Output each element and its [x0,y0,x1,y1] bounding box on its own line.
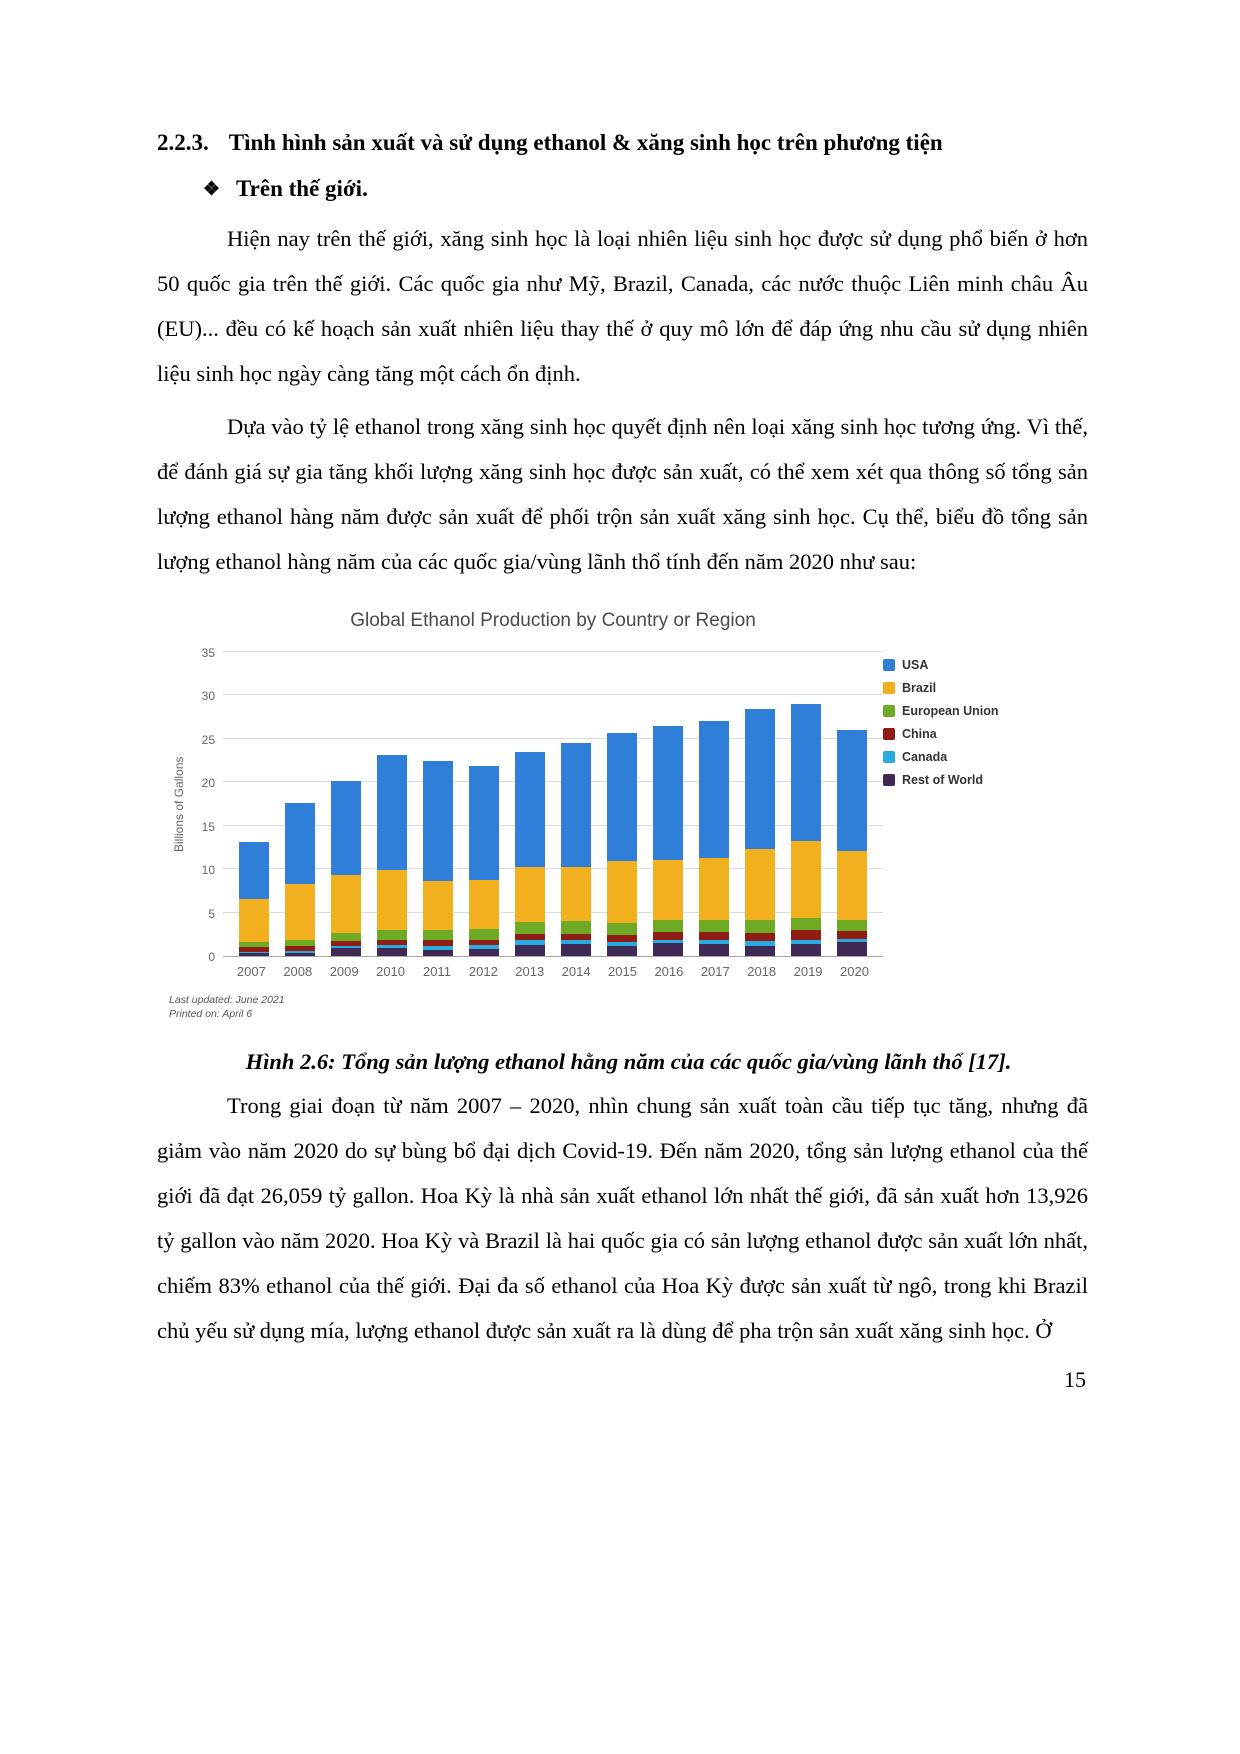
gridline [223,781,883,782]
bar-segment-european-union [837,920,867,931]
bar-segment-usa [239,842,269,898]
bar-2010 [377,652,407,956]
bar-segment-usa [607,733,637,862]
section-number: 2.2.3. [157,130,209,155]
legend-item-usa [883,658,1051,672]
bar-2008 [285,652,315,956]
bar-segment-rest-of-world [561,944,591,956]
bar-segment-brazil [331,875,361,932]
gridline [223,651,883,652]
bar-segment-brazil [561,867,591,921]
bar-segment-rest-of-world [331,948,361,956]
bar-segment-china [653,932,683,940]
bar-2020 [837,652,867,956]
bar-2017 [699,652,729,956]
gridline [223,738,883,739]
bar-segment-usa [561,743,591,867]
bar-segment-european-union [469,929,499,939]
bar-segment-rest-of-world [745,946,775,956]
chart-legend [883,600,1051,1021]
bar-2018 [745,652,775,956]
bar-segment-european-union [561,921,591,934]
bar-2016 [653,652,683,956]
bar-2015 [607,652,637,956]
ethanol-production-chart [169,600,1088,1021]
bar-segment-usa [331,781,361,876]
legend-swatch-icon [883,705,895,717]
x-tick-label: 2018 [747,964,777,979]
chart-plot-row [169,646,883,964]
x-tick-label: 2011 [422,964,451,979]
chart-plot-area [223,652,883,957]
y-tick-label: 10 [201,863,215,878]
paragraph-ethanol-ratio: Dựa vào tỷ lệ ethanol trong xăng sinh học quyết định nên loại xăng sinh học tương ứng. Vì thế, để đánh giá sự gia tăng khối lượng xăng sinh học được sản xuất, có thể xem xét qua thông số tổng sản lượng ethanol hàng năm được sản xuất để phối trộn sản xuất xăng sinh học. Cụ thể, biểu đồ tổng sản lượng ethanol hàng năm của các quốc gia/vùng lãnh thổ tính đến năm 2020 như sau: [157,414,1088,574]
legend-item-canada [883,750,1051,764]
chart-footnote [169,993,883,1021]
subsection-title: Trên thế giới. [236,176,368,201]
bar-2019 [791,652,821,956]
bar-segment-european-union [423,930,453,940]
bar-segment-brazil [745,849,775,919]
bar-2007 [239,652,269,956]
y-axis-title: Billions of Gallons [172,756,186,853]
legend-swatch-icon [883,682,895,694]
bar-segment-european-union [377,930,407,940]
gridline [223,912,883,913]
bar-segment-usa [285,803,315,884]
section-heading [157,126,1088,160]
bar-2012 [469,652,499,956]
y-tick-label: 0 [208,950,215,964]
y-tick-label: 20 [201,776,215,791]
x-tick-label: 2007 [236,964,266,979]
chart-footnote-updated: Last updated: June 2021 [169,994,285,1006]
x-tick-label: 2010 [376,964,406,979]
bar-segment-brazil [791,841,821,917]
legend-item-brazil [883,681,1051,695]
bar-segment-china [607,935,637,942]
bar-segment-brazil [699,858,729,920]
section-title: Tình hình sản xuất và sử dụng ethanol & xăng sinh học trên phương tiện [228,130,943,155]
bar-segment-rest-of-world [607,946,637,956]
legend-label: Canada [902,750,948,764]
bar-segment-european-union [607,923,637,935]
bar-segment-usa [745,709,775,849]
legend-item-rest-of-world [883,773,1051,787]
bar-2009 [331,652,361,956]
bar-segment-usa [423,761,453,882]
y-tick-label: 30 [201,689,215,704]
bar-segment-rest-of-world [791,944,821,956]
bar-segment-brazil [653,860,683,920]
bar-segment-brazil [515,867,545,922]
bar-2014 [561,652,591,956]
bar-segment-usa [377,755,407,871]
bar-segment-european-union [745,920,775,933]
legend-label: European Union [902,704,999,718]
bar-segment-china [699,932,729,940]
bar-segment-brazil [837,851,867,920]
x-tick-label: 2017 [700,964,730,979]
legend-label: Brazil [902,681,937,695]
bar-segment-rest-of-world [285,953,315,956]
legend-item-china [883,727,1051,741]
bar-segment-european-union [331,933,361,942]
paragraph-analysis: Trong giai đoạn từ năm 2007 – 2020, nhìn chung sản xuất toàn cầu tiếp tục tăng, nhưng đã giảm vào năm 2020 do sự bùng bổ đại dịch Covid-19. Đến năm 2020, tổng sản lượng ethanol của thế giới đã đạt 26,059 tỷ gallon. Hoa Kỳ là nhà sản xuất ethanol lớn nhất thế giới, đã sản xuất hơn 13,926 tỷ gallon vào năm 2020. Hoa Kỳ và Brazil là hai quốc gia có sản lượng ethanol được sản xuất lớn nhất, chiếm 83% ethanol của thế giới. Đại đa số ethanol của Hoa Kỳ được sản xuất từ ngô, trong khi Brazil chủ yếu sử dụng mía, lượng ethanol được sản xuất ra là dùng để pha trộn sản xuất xăng sinh học. Ở [157,1093,1088,1343]
x-tick-label: 2013 [515,964,545,979]
y-tick-label: 15 [201,819,215,834]
legend-label: Rest of World [902,773,984,787]
bar-segment-china [745,933,775,942]
paragraph-intro: Hiện nay trên thế giới, xăng sinh học là loại nhiên liệu sinh học được sử dụng phổ biến ở hơn 50 quốc gia trên thế giới. Các quốc gia như Mỹ, Brazil, Canada, các nước thuộc Liên minh châu Âu (EU)... đều có kế hoạch sản xuất nhiên liệu thay thế ở quy mô lớn để đáp ứng nhu cầu sử dụng nhiên liệu sinh học ngày càng tăng một cách ổn định. [157,226,1088,386]
bar-segment-european-union [515,922,545,934]
gridline [223,868,883,869]
bar-segment-rest-of-world [653,943,683,956]
legend-item-european-union [883,704,1051,718]
bar-segment-rest-of-world [469,949,499,956]
bar-segment-european-union [653,920,683,932]
subsection-heading [203,172,1088,208]
x-tick-label: 2009 [329,964,359,979]
y-tick-label: 5 [208,906,215,921]
bar-segment-brazil [607,861,637,923]
bar-segment-usa [653,726,683,860]
bar-segment-brazil [239,899,269,942]
bar-segment-rest-of-world [239,953,269,956]
x-tick-label: 2019 [793,964,823,979]
gridline [223,694,883,695]
bar-segment-china [791,930,821,940]
chart-main-area [169,600,883,1021]
x-tick-label: 2016 [654,964,684,979]
diamond-bullet-icon: ❖ [203,179,221,200]
x-tick-label: 2015 [608,964,637,979]
bar-segment-rest-of-world [423,950,453,956]
page-number: 15 [1064,1367,1086,1392]
bar-segment-european-union [791,918,821,930]
x-tick-label: 2012 [468,964,498,979]
y-tick-label: 25 [201,732,215,747]
x-tick-label: 2008 [283,964,313,979]
bar-segment-usa [791,704,821,841]
bar-segment-usa [837,730,867,851]
bar-2011 [423,652,453,956]
bar-segment-rest-of-world [837,942,867,956]
bar-segment-brazil [285,884,315,940]
legend-swatch-icon [883,751,895,763]
bar-segment-brazil [377,870,407,930]
legend-swatch-icon [883,774,895,786]
bar-segment-rest-of-world [699,944,729,956]
bar-segment-european-union [699,920,729,932]
bar-segment-usa [469,766,499,881]
figure-caption: Hình 2.6: Tổng sản lượng ethanol hằng năm của các quốc gia/vùng lãnh thổ [17]. [245,1049,1012,1074]
ethanol-production-figure [169,600,1088,1075]
bar-segment-usa [699,721,729,858]
chart-title: Global Ethanol Production by Country or Region [350,610,756,631]
legend-label: USA [902,658,929,672]
chart-footnote-printed: Printed on: April 6 [169,1008,253,1020]
x-axis-ticks [223,957,883,979]
bar-segment-brazil [469,880,499,929]
x-tick-label: 2014 [561,964,591,979]
gridline [223,825,883,826]
legend-swatch-icon [883,728,895,740]
x-tick-label: 2020 [840,964,869,979]
bar-segment-china [837,931,867,939]
bar-segment-brazil [423,881,453,930]
legend-swatch-icon [883,659,895,671]
bar-segment-usa [515,752,545,868]
y-axis-ticks [189,646,223,964]
legend-label: China [902,727,937,741]
bar-2013 [515,652,545,956]
bar-segment-rest-of-world [377,948,407,956]
bar-segment-rest-of-world [515,945,545,956]
y-tick-label: 35 [201,646,215,660]
